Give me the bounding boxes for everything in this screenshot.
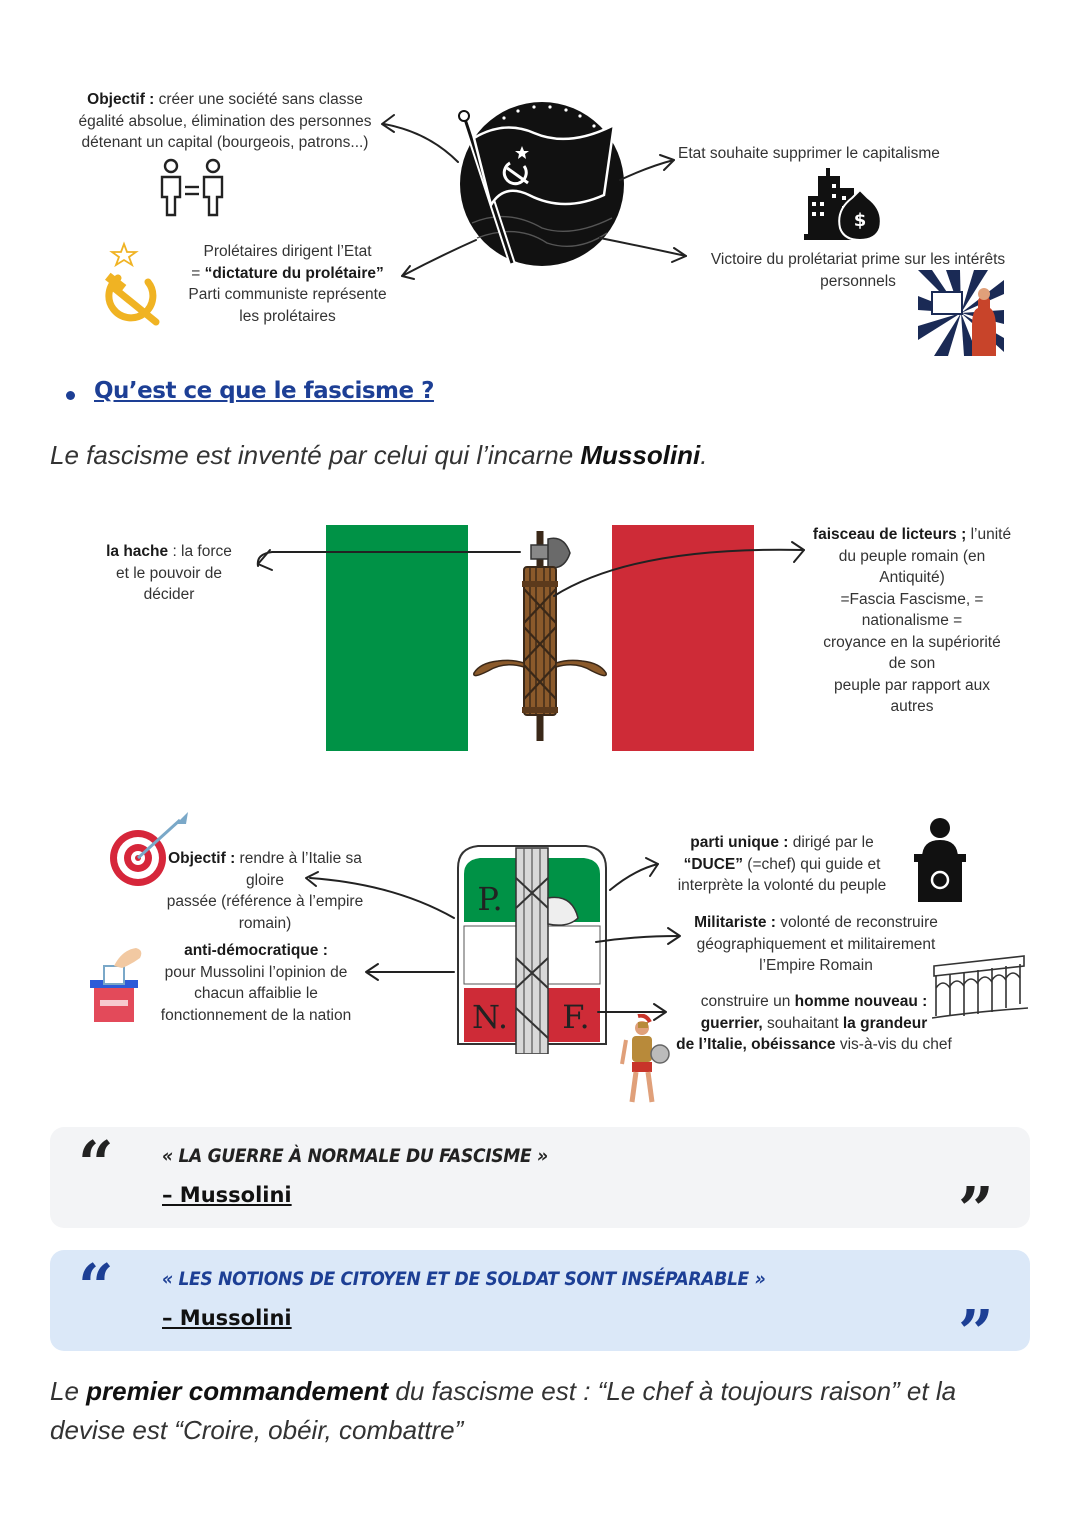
communism-objective-note: Objectif : créer une société sans classe égalité absolue, élimination des personnes détenant un capital (bourgeois, patrons...): [78, 91, 372, 151]
quote-box-2: [50, 1250, 1030, 1369]
single-party-note: parti unique : dirigé par le “DUCE” (=chef) qui guide et interprète la volonté du peuple: [677, 834, 887, 894]
militarist-note: Militariste : volonté de reconstruire géographiquement et militairement l’Empire Romain: [694, 914, 938, 974]
communist-flag-emblem: [452, 98, 628, 268]
dictatorship-note: Prolétaires dirigent l’Etat = “dictature du prolétaire” Parti communiste représente les prolétaires: [188, 243, 387, 325]
svg-text:$: $: [853, 210, 867, 231]
italian-flag-green: [326, 525, 468, 751]
antidemocratic-note: anti-démocratique : pour Mussolini l’opinion de chacun affaiblie le fonctionnement de la nation: [160, 942, 352, 1024]
faisceau-note: faisceau de licteurs ; l’unité du peuple romain (en Antiquité) =Fascia Fascisme, = nationalisme = croyance en la supériorité de son peuple par rapport aux autres: [812, 526, 1012, 715]
podium-speaker-icon: [912, 816, 968, 904]
quote-close-icon: ”: [958, 1173, 994, 1246]
quote-2-text: « LES NOTIONS DE CITOYEN ET DE SOLDAT SONT INSÉPARABLE »: [162, 1268, 766, 1290]
hammer-sickle-icon: [96, 240, 166, 326]
quote-open-icon: “: [78, 1250, 114, 1323]
quote-close-icon: ”: [958, 1296, 994, 1369]
axe-note: la hache : la force et le pouvoir de décider: [106, 543, 232, 603]
pnf-emblem: [454, 838, 610, 1054]
city-money-icon: [804, 166, 884, 240]
objective-label: Objectif :: [87, 91, 155, 108]
italian-flag-red: [612, 525, 754, 751]
equality-people-icon: [157, 157, 227, 219]
section-bullet: [66, 391, 75, 400]
quote-1-author: – Mussolini: [162, 1183, 292, 1207]
fascism-objective-note: Objectif : rendre à l’Italie sa gloire passée (référence à l’empire romain): [166, 850, 364, 932]
intro-paragraph: Le fascisme est inventé par celui qui l’incarne Mussolini.: [50, 440, 708, 470]
closing-paragraph: Le premier commandement du fascisme est : “Le chef à toujours raison” et la devise est “Croire, obéir, combattre”: [50, 1376, 957, 1445]
emblem-n: N.: [471, 998, 509, 1036]
emblem-p: P.: [477, 880, 503, 918]
propaganda-poster-icon: [918, 270, 1004, 356]
quote-2-author: – Mussolini: [162, 1306, 292, 1330]
victory-note: Victoire du prolétariat prime sur les intérêts personnels: [710, 251, 1006, 290]
ballot-box-icon: [88, 944, 148, 1024]
roman-soldier-icon: [618, 1014, 670, 1106]
capitalism-note: Etat souhaite supprimer le capitalisme: [678, 145, 940, 162]
emblem-f: F.: [562, 998, 590, 1036]
section-title: Qu’est ce que le fascisme ?: [94, 378, 434, 404]
quote-1-text: « LA GUERRE À NORMALE DU FASCISME »: [162, 1145, 548, 1167]
new-man-note: construire un homme nouveau : guerrier, souhaitant la grandeur de l’Italie, obéissance vis-à-vis du chef: [676, 993, 952, 1053]
intro-mussolini: Mussolini: [580, 440, 701, 470]
quote-open-icon: “: [78, 1127, 114, 1200]
fasces-symbol: [468, 527, 612, 747]
quote-box-1: [50, 1127, 1030, 1246]
